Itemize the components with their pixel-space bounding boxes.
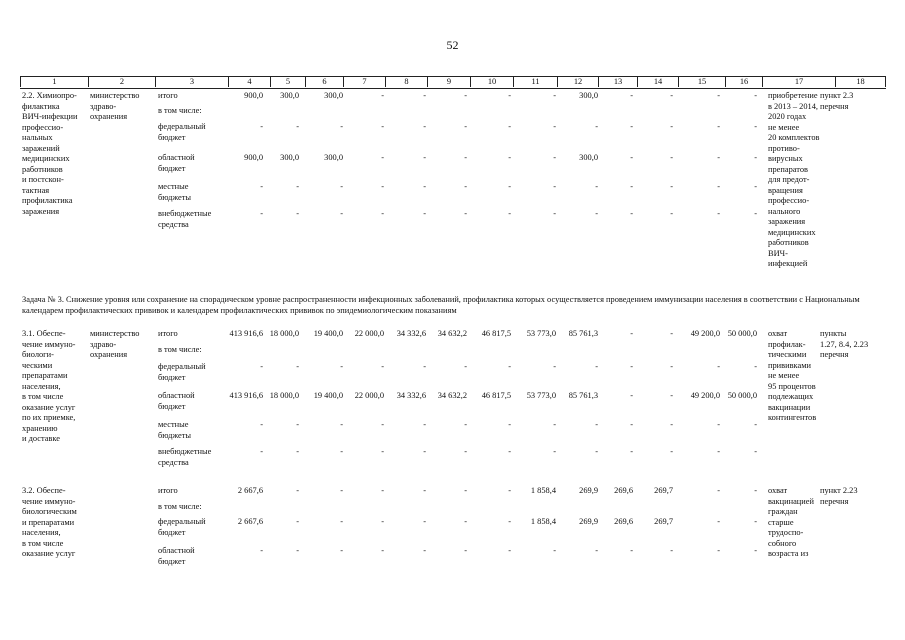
table-cell: 46 817,5: [481, 329, 511, 338]
reference: пункты 1.27, 8.4, 2.23 перечня: [820, 329, 869, 359]
table-cell: 18 000,0: [269, 391, 299, 400]
table-cell: 53 773,0: [526, 329, 556, 338]
table-cell: -: [260, 420, 263, 429]
table-cell: 50 000,0: [727, 329, 757, 338]
column-header: 9: [427, 77, 470, 87]
table-cell: -: [717, 362, 720, 371]
row-name: 3.1. Обеспе- чение иммуно- биологи- ческими препаратами населения, в том числе оказание услуг по их приемке, хранению и доставке: [22, 329, 76, 443]
table-cell: -: [423, 209, 426, 218]
table-cell: -: [340, 362, 343, 371]
column-header: 7: [343, 77, 385, 87]
table-cell: -: [670, 420, 673, 429]
funding-source: в том числе:: [158, 502, 202, 511]
funding-source: местные бюджеты: [158, 182, 192, 202]
table-cell: -: [508, 546, 511, 555]
table-cell: -: [717, 209, 720, 218]
table-cell: -: [381, 153, 384, 162]
table-cell: -: [464, 153, 467, 162]
table-cell: -: [381, 420, 384, 429]
funding-source: внебюджетные средства: [158, 209, 212, 229]
table-cell: -: [630, 91, 633, 100]
funding-source: областной бюджет: [158, 546, 195, 566]
column-header: 16: [725, 77, 762, 87]
table-cell: -: [553, 209, 556, 218]
table-cell: -: [553, 153, 556, 162]
table-cell: -: [260, 447, 263, 456]
table-cell: -: [630, 362, 633, 371]
column-header: 15: [678, 77, 725, 87]
table-cell: -: [381, 122, 384, 131]
table-cell: -: [553, 182, 556, 191]
table-cell: 22 000,0: [354, 329, 384, 338]
table-cell: -: [340, 122, 343, 131]
table-cell: -: [630, 153, 633, 162]
table-cell: -: [464, 420, 467, 429]
table-cell: -: [423, 420, 426, 429]
table-cell: 46 817,5: [481, 391, 511, 400]
table-cell: -: [754, 546, 757, 555]
funding-source: итого: [158, 329, 178, 338]
table-cell: 49 200,0: [690, 391, 720, 400]
table-cell: -: [717, 122, 720, 131]
table-cell: -: [508, 486, 511, 495]
table-cell: 85 761,3: [568, 329, 598, 338]
indicator: охват вакцинацией граждан старше трудоспо- собного возраста из: [768, 486, 814, 558]
table-cell: -: [717, 486, 720, 495]
table-cell: -: [381, 486, 384, 495]
funding-source: областной бюджет: [158, 153, 195, 173]
table-cell: -: [670, 546, 673, 555]
page-number: 52: [446, 38, 459, 52]
table-cell: -: [754, 153, 757, 162]
table-cell: 19 400,0: [313, 391, 343, 400]
table-cell: -: [296, 209, 299, 218]
table-cell: 300,0: [579, 91, 598, 100]
table-cell: -: [423, 122, 426, 131]
table-cell: 2 667,6: [237, 517, 263, 526]
table-cell: -: [423, 91, 426, 100]
table-cell: -: [464, 546, 467, 555]
table-cell: -: [670, 91, 673, 100]
table-cell: -: [340, 182, 343, 191]
table-cell: -: [630, 420, 633, 429]
table-cell: -: [553, 362, 556, 371]
table-cell: 2 667,6: [237, 486, 263, 495]
table-cell: -: [260, 122, 263, 131]
table-cell: -: [423, 153, 426, 162]
funding-source: федеральный бюджет: [158, 122, 206, 142]
indicator: охват профилак- тическими прививками не менее 95 процентов подлежащих вакцинации контингентов: [768, 329, 817, 422]
table-cell: -: [717, 153, 720, 162]
column-header: 8: [385, 77, 427, 87]
funding-source: федеральный бюджет: [158, 517, 206, 537]
table-cell: 1 858,4: [530, 486, 556, 495]
table-cell: -: [260, 182, 263, 191]
table-cell: -: [464, 182, 467, 191]
table-cell: -: [296, 546, 299, 555]
column-header: 1: [20, 77, 88, 87]
reference: пункт 2.3 перечня: [820, 91, 854, 111]
table-cell: -: [670, 447, 673, 456]
table-cell: -: [595, 122, 598, 131]
table-cell: -: [630, 209, 633, 218]
table-cell: 900,0: [244, 91, 263, 100]
table-cell: 34 632,2: [437, 329, 467, 338]
table-cell: -: [508, 420, 511, 429]
table-cell: 300,0: [579, 153, 598, 162]
table-cell: -: [296, 362, 299, 371]
table-cell: 19 400,0: [313, 329, 343, 338]
table-cell: -: [508, 517, 511, 526]
table-cell: -: [754, 362, 757, 371]
table-cell: -: [260, 209, 263, 218]
table-cell: -: [296, 420, 299, 429]
table-cell: 53 773,0: [526, 391, 556, 400]
table-cell: -: [754, 91, 757, 100]
row-executor: министерство здраво- охранения: [90, 329, 140, 359]
column-header: 13: [598, 77, 637, 87]
table-cell: -: [595, 362, 598, 371]
table-cell: -: [754, 420, 757, 429]
column-header: 12: [557, 77, 598, 87]
table-cell: -: [340, 546, 343, 555]
table-cell: -: [670, 329, 673, 338]
table-cell: 85 761,3: [568, 391, 598, 400]
table-cell: -: [464, 362, 467, 371]
table-cell: -: [595, 420, 598, 429]
table-cell: -: [630, 329, 633, 338]
table-cell: 34 332,6: [396, 329, 426, 338]
table-cell: -: [630, 391, 633, 400]
table-cell: 34 332,6: [396, 391, 426, 400]
column-header: 18: [835, 77, 886, 87]
table-cell: -: [754, 447, 757, 456]
column-header: 10: [470, 77, 513, 87]
table-cell: -: [296, 182, 299, 191]
table-cell: 900,0: [244, 153, 263, 162]
table-cell: 269,9: [579, 486, 598, 495]
table-cell: -: [670, 209, 673, 218]
funding-source: местные бюджеты: [158, 420, 192, 440]
table-cell: 300,0: [324, 91, 343, 100]
indicator: приобретение в 2013 – 2014, 2020 годах не менее 20 комплектов противо- вирусных препаратов для предот- вращения профессио- нального заражения медицинских работников ВИЧ- инфекцией: [768, 91, 820, 268]
table-cell: -: [508, 209, 511, 218]
table-cell: -: [423, 546, 426, 555]
funding-source: в том числе:: [158, 345, 202, 354]
table-cell: -: [423, 517, 426, 526]
table-cell: 413 916,6: [229, 329, 263, 338]
table-cell: -: [381, 209, 384, 218]
table-cell: -: [340, 447, 343, 456]
table-cell: -: [508, 447, 511, 456]
table-cell: -: [340, 517, 343, 526]
task3-heading: Задача № 3. Снижение уровня или сохранение на спорадическом уровне распространенности инфекционных заболеваний, профилактика которых осуществляется проведением иммунизации населения в соответствии с Национальным календарем профилактических прививок и календарем профилактических прививок по эпидемиологическим показаниям: [22, 295, 860, 315]
table-cell: 300,0: [280, 153, 299, 162]
table-cell: -: [717, 182, 720, 191]
table-cell: -: [670, 122, 673, 131]
table-cell: -: [296, 447, 299, 456]
table-cell: 269,9: [579, 517, 598, 526]
table-cell: -: [717, 546, 720, 555]
table-cell: 413 916,6: [229, 391, 263, 400]
funding-source: в том числе:: [158, 106, 202, 115]
table-cell: -: [296, 486, 299, 495]
table-cell: 300,0: [324, 153, 343, 162]
reference: пункт 2.23 перечня: [820, 486, 858, 506]
column-header: 5: [270, 77, 305, 87]
table-cell: -: [260, 362, 263, 371]
table-cell: -: [553, 546, 556, 555]
row-name: 3.2. Обеспе- чение иммуно- биологическим и препаратами населения, в том числе оказание услуг: [22, 486, 77, 558]
table-cell: 269,7: [654, 517, 673, 526]
table-cell: -: [630, 182, 633, 191]
table-cell: 22 000,0: [354, 391, 384, 400]
table-cell: -: [381, 517, 384, 526]
table-cell: -: [464, 122, 467, 131]
table-cell: -: [630, 546, 633, 555]
funding-source: итого: [158, 486, 178, 495]
table-cell: -: [464, 517, 467, 526]
table-cell: -: [754, 182, 757, 191]
table-cell: -: [595, 546, 598, 555]
table-cell: -: [260, 546, 263, 555]
table-cell: -: [423, 447, 426, 456]
table-cell: -: [595, 447, 598, 456]
table-cell: -: [381, 546, 384, 555]
table-cell: 49 200,0: [690, 329, 720, 338]
table-cell: -: [423, 486, 426, 495]
table-cell: -: [754, 209, 757, 218]
table-cell: -: [553, 91, 556, 100]
table-cell: -: [296, 517, 299, 526]
table-cell: -: [553, 420, 556, 429]
funding-source: итого: [158, 91, 178, 100]
table-cell: 34 632,2: [437, 391, 467, 400]
table-cell: 18 000,0: [269, 329, 299, 338]
column-header: 14: [637, 77, 678, 87]
table-cell: -: [381, 182, 384, 191]
table-cell: -: [464, 91, 467, 100]
table-cell: -: [670, 391, 673, 400]
table-cell: -: [553, 122, 556, 131]
table-cell: -: [508, 182, 511, 191]
table-cell: -: [754, 517, 757, 526]
table-cell: -: [754, 122, 757, 131]
table-cell: -: [381, 91, 384, 100]
table-cell: -: [717, 91, 720, 100]
table-cell: -: [464, 447, 467, 456]
table-cell: -: [595, 209, 598, 218]
table-cell: -: [508, 362, 511, 371]
table-cell: -: [670, 362, 673, 371]
table-cell: -: [423, 362, 426, 371]
table-cell: -: [630, 447, 633, 456]
table-cell: -: [508, 91, 511, 100]
table-cell: -: [553, 447, 556, 456]
table-cell: 269,6: [614, 517, 633, 526]
table-cell: -: [670, 182, 673, 191]
table-cell: -: [717, 517, 720, 526]
table-cell: -: [464, 486, 467, 495]
table-cell: 1 858,4: [530, 517, 556, 526]
column-header: 2: [88, 77, 155, 87]
column-header: 11: [513, 77, 557, 87]
table-cell: -: [381, 447, 384, 456]
table-cell: -: [630, 122, 633, 131]
table-cell: -: [296, 122, 299, 131]
table-cell: -: [670, 153, 673, 162]
row-executor: министерство здраво- охранения: [90, 91, 140, 121]
table-cell: -: [340, 486, 343, 495]
table-cell: 50 000,0: [727, 391, 757, 400]
funding-source: областной бюджет: [158, 391, 195, 411]
table-cell: -: [508, 153, 511, 162]
column-header: 6: [305, 77, 343, 87]
funding-source: внебюджетные средства: [158, 447, 212, 467]
table-cell: -: [381, 362, 384, 371]
table-cell: -: [754, 486, 757, 495]
table-cell: -: [340, 420, 343, 429]
funding-source: федеральный бюджет: [158, 362, 206, 382]
table-cell: -: [464, 209, 467, 218]
row-name: 2.2. Химиопро- филактика ВИЧ-инфекции профессио- нальных заражений медицинских работников и постскон- тактная профилактика заражения: [22, 91, 78, 216]
table-cell: -: [340, 209, 343, 218]
table-cell: 269,7: [654, 486, 673, 495]
table-cell: -: [595, 182, 598, 191]
column-header: 4: [228, 77, 270, 87]
table-cell: -: [508, 122, 511, 131]
table-cell: 300,0: [280, 91, 299, 100]
table-cell: 269,6: [614, 486, 633, 495]
column-header: 17: [762, 77, 835, 87]
table-cell: -: [423, 182, 426, 191]
table-cell: -: [717, 447, 720, 456]
column-header: 3: [155, 77, 228, 87]
table-cell: -: [717, 420, 720, 429]
